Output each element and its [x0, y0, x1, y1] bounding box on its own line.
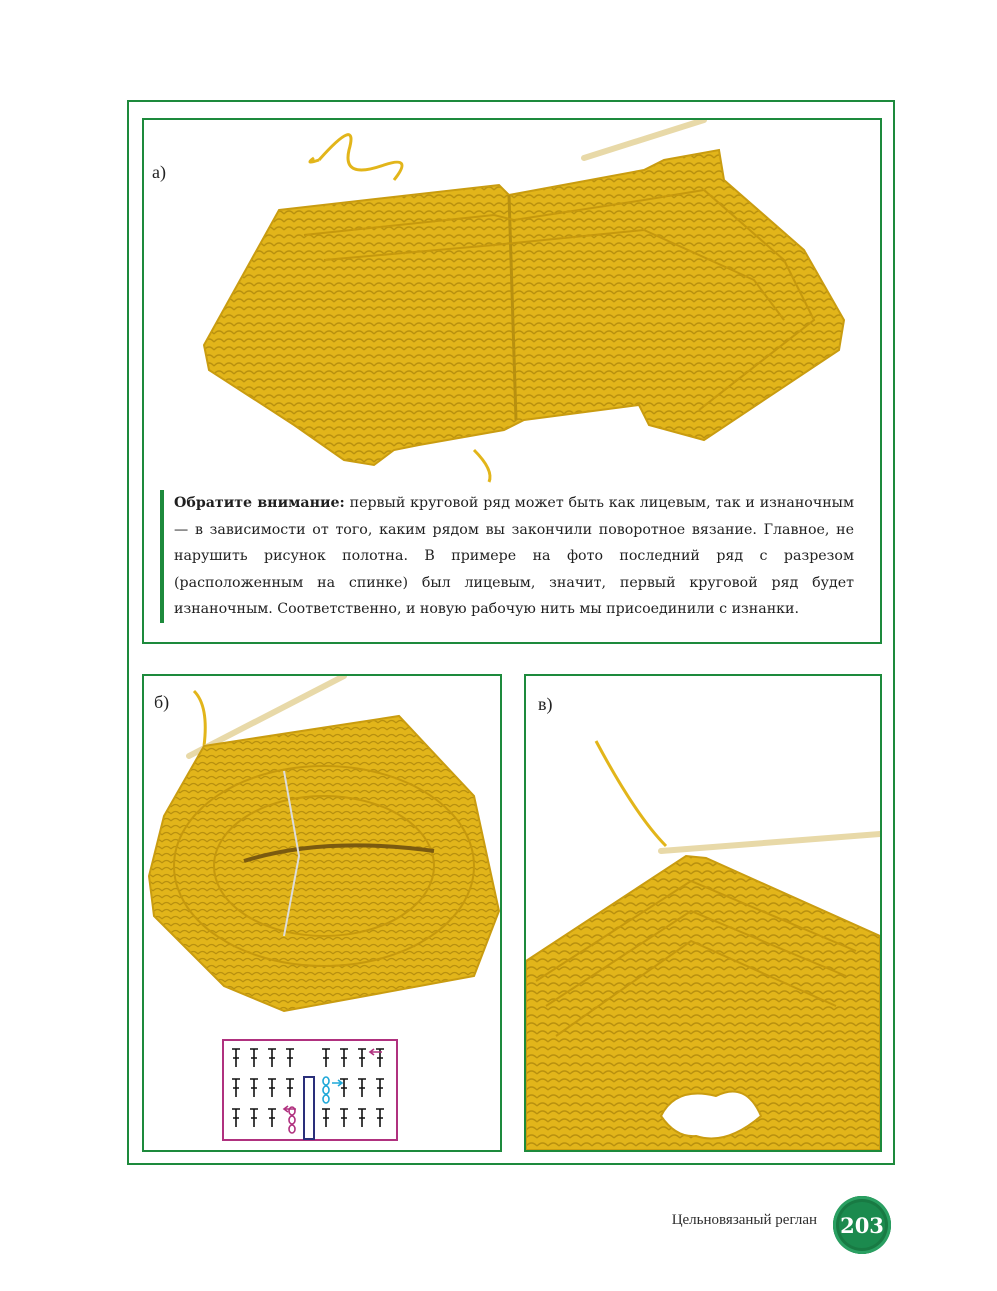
- page-number: 203: [840, 1212, 884, 1238]
- panel-label-a: а): [152, 162, 166, 182]
- photo-yoke-front-back: [144, 120, 880, 490]
- crochet-chart: [222, 1039, 398, 1141]
- running-footer-title: Цельновязаный реглан: [671, 1212, 817, 1228]
- panel-label-c: в): [538, 694, 553, 714]
- crochet-hook-c: [661, 834, 880, 851]
- note-text: первый круговой ряд может быть как лицевым, так и изнаночным — в зависимости от того, каким рядом вы закончили поворотное вязание. Главное, не нарушить рисунок полотна. В примере на фото последний ряд с разрезом (расположенным на спинке) был лицевым, значит, первый круговой ряд будет изнаночным. Соответственно, и новую рабочую нить мы присоединили с изнанки.: [174, 495, 854, 617]
- photo-yoke-closeup: [526, 676, 880, 1150]
- note-lead: Обратите внимание:: [174, 495, 345, 511]
- page-number-badge: [833, 1196, 891, 1254]
- photo-yoke-round: [144, 676, 500, 1026]
- attention-note: [160, 490, 854, 623]
- panel-label-b: б): [154, 692, 170, 712]
- crochet-hook-a: [584, 120, 704, 158]
